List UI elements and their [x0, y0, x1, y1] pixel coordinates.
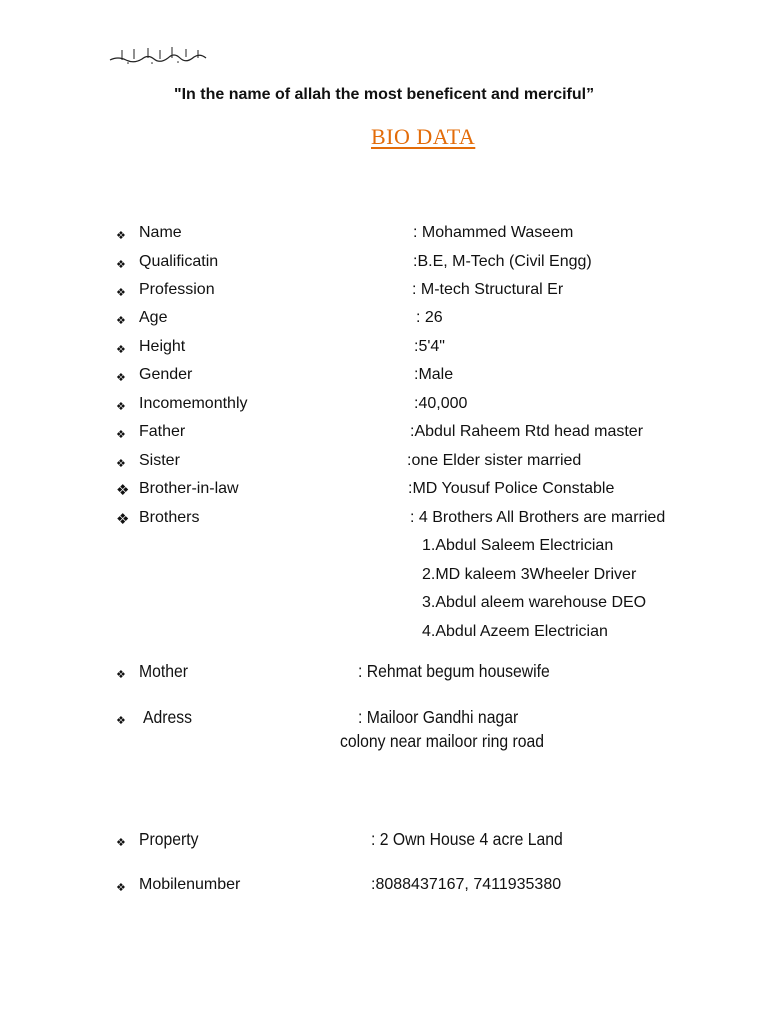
diamond-bullet-icon: ❖ — [116, 229, 126, 242]
detail-value: :B.E, M-Tech (Civil Engg) — [413, 253, 592, 270]
detail-value: : M-tech Structural Er — [412, 281, 564, 298]
bismillah-calligraphy-icon — [108, 44, 208, 66]
diamond-bullet-icon: ❖ — [116, 428, 126, 441]
detail-value: :5'4" — [414, 338, 445, 355]
detail-label: Age — [139, 309, 168, 326]
detail-value: : 2 Own House 4 acre Land — [371, 829, 563, 849]
detail-label: Gender — [139, 366, 193, 383]
brother-list-item: 4.Abdul Azeem Electrician — [422, 623, 608, 640]
diamond-bullet-icon: ❖ — [116, 457, 126, 470]
detail-label: Brother-in-law — [139, 480, 239, 497]
diamond-bullet-icon: ❖ — [116, 343, 126, 356]
invocation-line: "In the name of allah the most beneficent and merciful” — [174, 86, 595, 103]
detail-label: Property — [139, 829, 199, 849]
detail-value: : 26 — [416, 309, 443, 326]
address-line-2: colony near mailoor ring road — [340, 731, 544, 751]
detail-value: :one Elder sister married — [407, 452, 582, 469]
brother-list-item: 2.MD kaleem 3Wheeler Driver — [422, 566, 637, 583]
diamond-bullet-icon: ❖ — [116, 481, 130, 499]
brother-list-item: 1.Abdul Saleem Electrician — [422, 537, 614, 554]
detail-label: Qualificatin — [139, 253, 219, 270]
diamond-bullet-icon: ❖ — [116, 286, 126, 299]
diamond-bullet-icon: ❖ — [116, 836, 126, 849]
detail-label: Profession — [139, 281, 215, 298]
diamond-bullet-icon: ❖ — [116, 258, 126, 271]
detail-label: Incomemonthly — [139, 395, 248, 412]
detail-value: :Abdul Raheem Rtd head master — [410, 423, 644, 440]
diamond-bullet-icon: ❖ — [116, 371, 126, 384]
diamond-bullet-icon: ❖ — [116, 314, 126, 327]
page-title: BIO DATA — [371, 124, 476, 149]
detail-label: Mother — [139, 661, 189, 681]
detail-value: :Male — [414, 366, 454, 383]
detail-value: :8088437167, 7411935380 — [371, 876, 562, 893]
detail-label: Father — [139, 423, 186, 440]
diamond-bullet-icon: ❖ — [116, 714, 126, 727]
detail-value: : Rehmat begum housewife — [358, 661, 550, 681]
detail-label: Height — [139, 338, 186, 355]
detail-label: Name — [139, 224, 182, 241]
detail-value: :MD Yousuf Police Constable — [408, 480, 615, 497]
detail-label: Mobilenumber — [139, 876, 241, 893]
detail-label: Sister — [139, 452, 180, 469]
detail-label: Brothers — [139, 509, 200, 526]
diamond-bullet-icon: ❖ — [116, 400, 126, 413]
detail-value: : 4 Brothers All Brothers are married — [410, 509, 666, 526]
brother-list-item: 3.Abdul aleem warehouse DEO — [422, 594, 647, 611]
diamond-bullet-icon: ❖ — [116, 510, 130, 528]
detail-value: : Mailoor Gandhi nagar — [358, 707, 519, 727]
detail-label: Adress — [143, 707, 193, 727]
diamond-bullet-icon: ❖ — [116, 668, 126, 681]
detail-value: :40,000 — [414, 395, 468, 412]
detail-value: : Mohammed Waseem — [413, 224, 574, 241]
diamond-bullet-icon: ❖ — [116, 881, 126, 894]
